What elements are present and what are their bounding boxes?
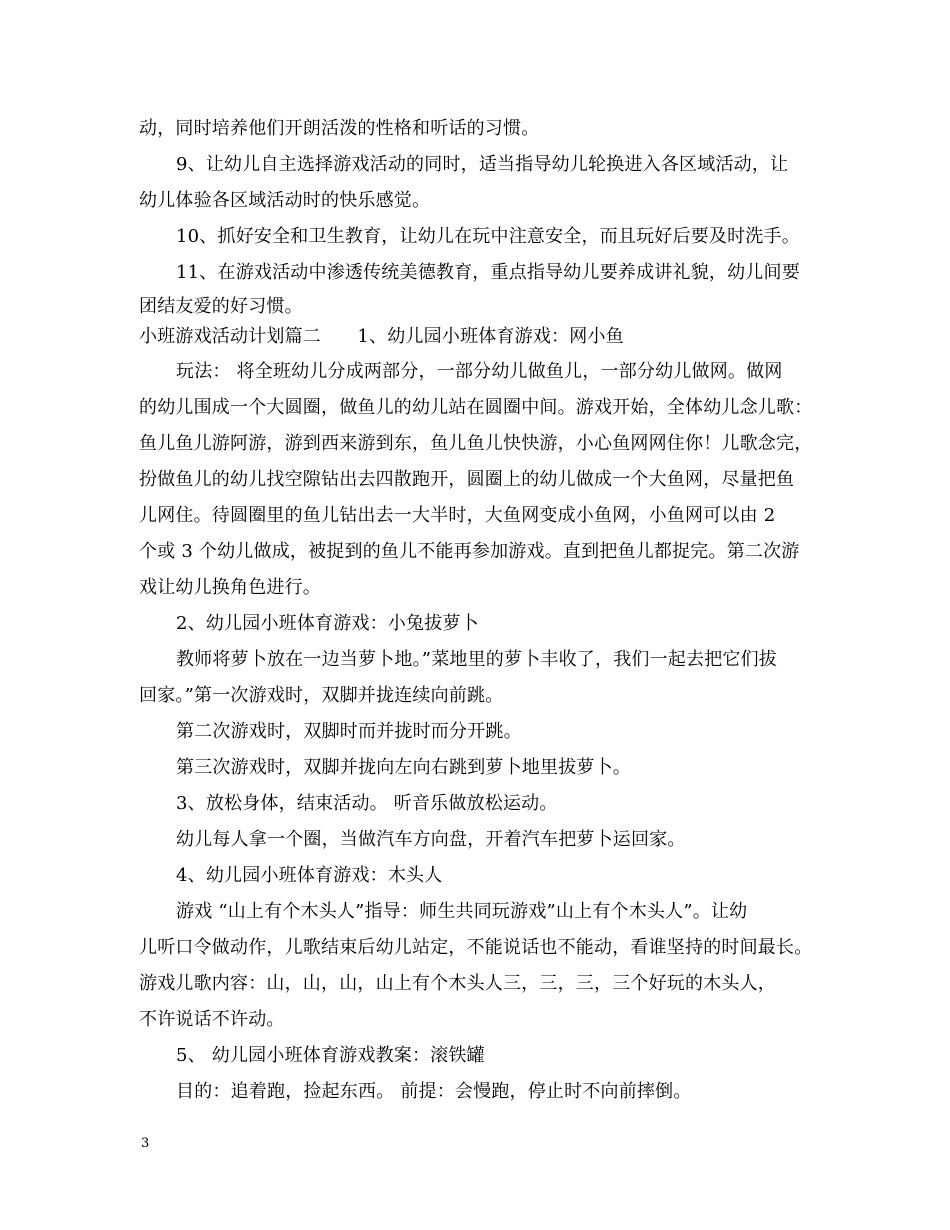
text-line: 5、 幼儿园小班体育游戏教案：滚铁罐 <box>176 1045 485 1066</box>
text-line: 幼儿体验各区域活动时的快乐感觉。 <box>139 190 431 211</box>
text-line: 个或 3 个幼儿做成，被捉到的鱼儿不能再参加游戏。直到把鱼儿都捉完。第二次游 <box>139 541 800 562</box>
text-line: 幼儿每人拿一个圈，当做汽车方向盘，开着汽车把萝卜运回家。 <box>176 829 686 850</box>
text-line: 2、幼儿园小班体育游戏：小兔拔萝卜 <box>176 613 479 634</box>
text-line: 动，同时培养他们开朗活泼的性格和听话的习惯。 <box>139 118 540 139</box>
text-line: 第二次游戏时，双脚时而并拢时而分开跳。 <box>176 721 522 742</box>
text-line: 11、在游戏活动中渗透传统美德教育，重点指导幼儿要养成讲礼貌，幼儿间要 <box>176 262 800 283</box>
text-line: 9、让幼儿自主选择游戏活动的同时，适当指导幼儿轮换进入各区域活动，让 <box>176 154 789 175</box>
text-line: 不许说话不许动。 <box>139 1009 285 1030</box>
page-number: 3 <box>141 1136 150 1151</box>
text-line: 戏让幼儿换角色进行。 <box>139 577 321 598</box>
section-heading: 小班游戏活动计划篇二 1、幼儿园小班体育游戏：网小鱼 <box>139 326 624 347</box>
text-line: 游戏儿歌内容：山，山，山，山上有个木头人三，三，三，三个好玩的木头人， <box>139 973 776 994</box>
text-line: 儿网住。待圆圈里的鱼儿钻出去一大半时，大鱼网变成小鱼网，小鱼网可以由 2 <box>139 505 776 526</box>
text-line: 目的：追着跑，捡起东西。 前提：会慢跑，停止时不向前摔倒。 <box>176 1081 692 1102</box>
text-line: 教师将萝卜放在一边当萝卜地。”菜地里的萝卜丰收了，我们一起去把它们拔 <box>176 649 777 670</box>
text-line: 回家。”第一次游戏时，双脚并拢连续向前跳。 <box>139 685 504 706</box>
text-line: 玩法： 将全班幼儿分成两部分，一部分幼儿做鱼儿，一部分幼儿做网。做网 <box>176 361 783 382</box>
text-line: 游戏 “山上有个木头人”指导：师生共同玩游戏”山上有个木头人”。让幼 <box>176 901 748 922</box>
text-line: 10、抓好安全和卫生教育，让幼儿在玩中注意安全，而且玩好后要及时洗手。 <box>176 226 800 247</box>
text-line: 第三次游戏时，双脚并拢向左向右跳到萝卜地里拔萝卜。 <box>176 757 631 778</box>
text-line: 鱼儿鱼儿游阿游，游到西来游到东，鱼儿鱼儿快快游，小心鱼网网住你！儿歌念完， <box>139 433 813 454</box>
text-line: 团结友爱的好习惯。 <box>139 296 303 317</box>
text-line: 3、放松身体，结束活动。 听音乐做放松运动。 <box>176 793 558 814</box>
text-line: 扮做鱼儿的幼儿找空隙钻出去四散跑开，圆圈上的幼儿做成一个大鱼网，尽量把鱼 <box>139 469 795 490</box>
text-line: 4、幼儿园小班体育游戏：木头人 <box>176 865 443 886</box>
text-line: 儿听口令做动作，儿歌结束后幼儿站定，不能说话也不能动，看谁坚持的时间最长。 <box>139 937 813 958</box>
text-line: 的幼儿围成一个大圆圈，做鱼儿的幼儿站在圆圈中间。游戏开始，全体幼儿念儿歌： <box>139 397 813 418</box>
